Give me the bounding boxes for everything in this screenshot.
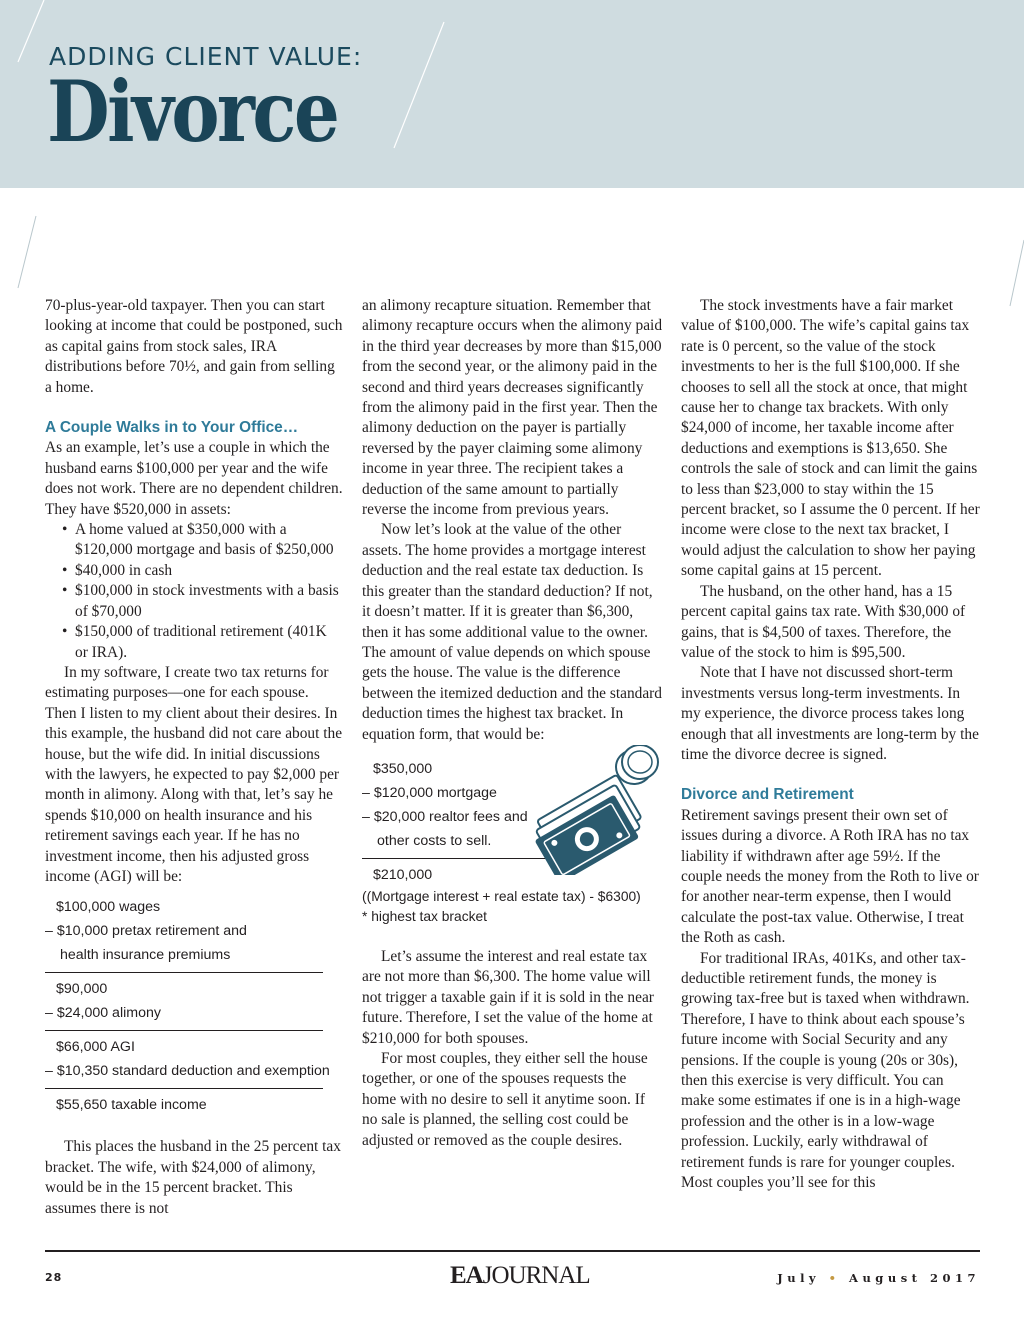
paragraph: For traditional IRAs, 401Ks, and other tax-deductible retirement funds, the money is growing tax-free but is taxed when withdrawn. Therefore, I have to think about each spouse’s future income with Social Security and any pensions. If the couple is young (20s or 30s), then this exercise is very difficult. You can make some estimates if one is in a high-wage profession and the other is in a low-wage profession. Luckily, early withdrawal of retirement funds is rare for younger couples. Most couples you’ll see for this — [681, 949, 970, 1192]
calc-line: $90,000 — [56, 981, 108, 998]
calc-line: $100,000 wages — [56, 899, 161, 916]
column-2 — [362, 296, 662, 1151]
paragraph: Note that I have not discussed short-term investments versus long-term investments. In my experience, the divorce process takes long enough that all investments are long-term by the time the divorce decree is signed. — [681, 664, 979, 763]
column-3 — [681, 296, 980, 1193]
money-icon — [522, 745, 662, 875]
column-1 — [45, 296, 343, 1219]
list-item: • A home valued at $350,000 with a $120,000 mortgage and basis of $250,000 — [62, 520, 343, 561]
article-title: Divorce — [47, 62, 338, 161]
section-heading: A Couple Walks in to Your Office… — [45, 419, 299, 437]
paragraph: 70-plus-year-old taxpayer. Then you can start looking at income that could be postponed, such as capital gains from stock sales, IRA distributions before 70½, and gain from selling a home. — [45, 297, 343, 396]
paragraph: For most couples, they either sell the house together, or one of the spouses requests the home with no desire to sell it anytime soon. If no sale is planned, the selling cost could be adjusted or removed as the couple desires. — [362, 1049, 648, 1149]
calc-line: health insurance premiums — [60, 947, 231, 964]
agi-calculation — [45, 895, 343, 1117]
paragraph: Let’s assume the interest and real estate tax are not more than $6,300. The home value will not trigger a taxable gain if it is sold in the near future. Therefore, I set the value of the home at $210,000 for both spouses. — [362, 947, 654, 1047]
list-item: • $100,000 in stock investments with a basis of $70,000 — [62, 581, 343, 622]
paragraph: Now let’s look at the value of the other assets. The home provides a mortgage interest deduction and the real estate tax deduction. Is this greater than the standard deduction? If not, it doesn’t matter. If it is greater than $6,300, then it has some additional value to the owner. The amount of value depends on which spouse gets the house. The value is the difference between the itemized deduction and the standard deduction times the highest tax bracket. In equation form, that would be: — [362, 521, 663, 743]
calc-line: $55,650 taxable income — [56, 1097, 207, 1114]
asset-list — [45, 520, 343, 663]
page-number: 28 — [45, 1271, 63, 1284]
list-item: • $150,000 of traditional retirement (401K or IRA). — [62, 622, 343, 663]
home-value-calculation — [362, 757, 662, 927]
calc-note-line: ((Mortgage interest + real estate tax) - $6300) — [362, 888, 641, 904]
page-decorative-lines — [0, 188, 1024, 308]
calc-rule — [45, 1025, 323, 1031]
paragraph: Retirement savings present their own set of issues during a divorce. A Roth IRA has no tax liability if withdrawn after age 59½. If the couple needs the money from the Roth to live or for another near-term expense, then I would calculate the post-tax value. Otherwise, I treat the Roth as cash. — [681, 806, 979, 947]
paragraph: The husband, on the other hand, has a 15 percent capital gains tax rate. With $30,000 of gains, that is $4,500 of taxes. Therefore, the value of the stock to him is $95,500. — [681, 582, 966, 661]
calc-line: $66,000 AGI — [56, 1039, 135, 1056]
calc-line: – $10,350 standard deduction and exemption — [45, 1063, 330, 1080]
calc-line: other costs to sell. — [377, 832, 492, 849]
issue-date: July • August 2017 — [777, 1271, 980, 1285]
header-band — [0, 0, 1024, 188]
calc-line: – $120,000 mortgage — [362, 784, 497, 801]
paragraph: an alimony recapture situation. Remember that alimony recapture occurs when the alimony paid in the third year decreases by more than $15,000 from the second year, or the alimony paid in the second and third years decreases significantly from the alimony paid in the first year. Then the alimony deduction on the payer is partially reversed by the payer claiming some alimony income in year three. The recipient takes a deduction of the same amount to partially reverse the income from previous years. — [362, 297, 663, 519]
section-heading: Divorce and Retirement — [681, 786, 854, 804]
calc-line: – $10,000 pretax retirement and — [45, 923, 247, 940]
paragraph: In my software, I create two tax returns for estimating purposes—one for each spouse. Then I listen to my client about their desires. In this example, the husband did not care about the house, but the wife did. In initial discussions with the lawyers, he expected to pay $2,000 per month in alimony. Along with that, let’s say he spends $10,000 on health insurance and his retirement savings each year. If he has no investment income, then his adjusted gross income (AGI) will be: — [45, 663, 343, 885]
calc-rule — [45, 1083, 323, 1089]
calc-line: $350,000 — [373, 760, 433, 777]
calc-line: – $24,000 alimony — [45, 1005, 161, 1022]
calc-note-line: * highest tax bracket — [362, 908, 488, 924]
calc-note — [362, 887, 662, 927]
footer-rule — [45, 1250, 980, 1252]
calc-rule — [45, 967, 323, 973]
calc-line: $210,000 — [373, 866, 433, 883]
ea-journal-logo: EAJOURNAL — [450, 1262, 590, 1289]
paragraph: As an example, let’s use a couple in which the husband earns $100,000 per year and the wife does not work. There are no dependent children. They have $520,000 in assets: — [45, 439, 343, 518]
article-kicker: ADDING CLIENT VALUE: — [49, 42, 363, 71]
paragraph: This places the husband in the 25 percent tax bracket. The wife, with $24,000 of alimony, would be in the 15 percent bracket. This assumes there is not — [45, 1138, 341, 1217]
list-item: • $40,000 in cash — [62, 561, 343, 581]
paragraph: The stock investments have a fair market value of $100,000. The wife’s capital gains tax rate is 0 percent, so the value of the stock investments to her is the full $100,000. If she chooses to sell all the stock at once, that might cause her to change tax brackets. With only $24,000 of income, her taxable income after deductions and exemptions is $13,650. She controls the sale of stock and can limit the gains to less than $23,000 to stay within the 15 percent bracket, so I assume the 0 percent. If her income were close to the next tax bracket, I would adjust the calculation to show her paying some capital gains at 15 percent. — [681, 297, 980, 580]
calc-line: – $20,000 realtor fees and — [362, 808, 528, 825]
